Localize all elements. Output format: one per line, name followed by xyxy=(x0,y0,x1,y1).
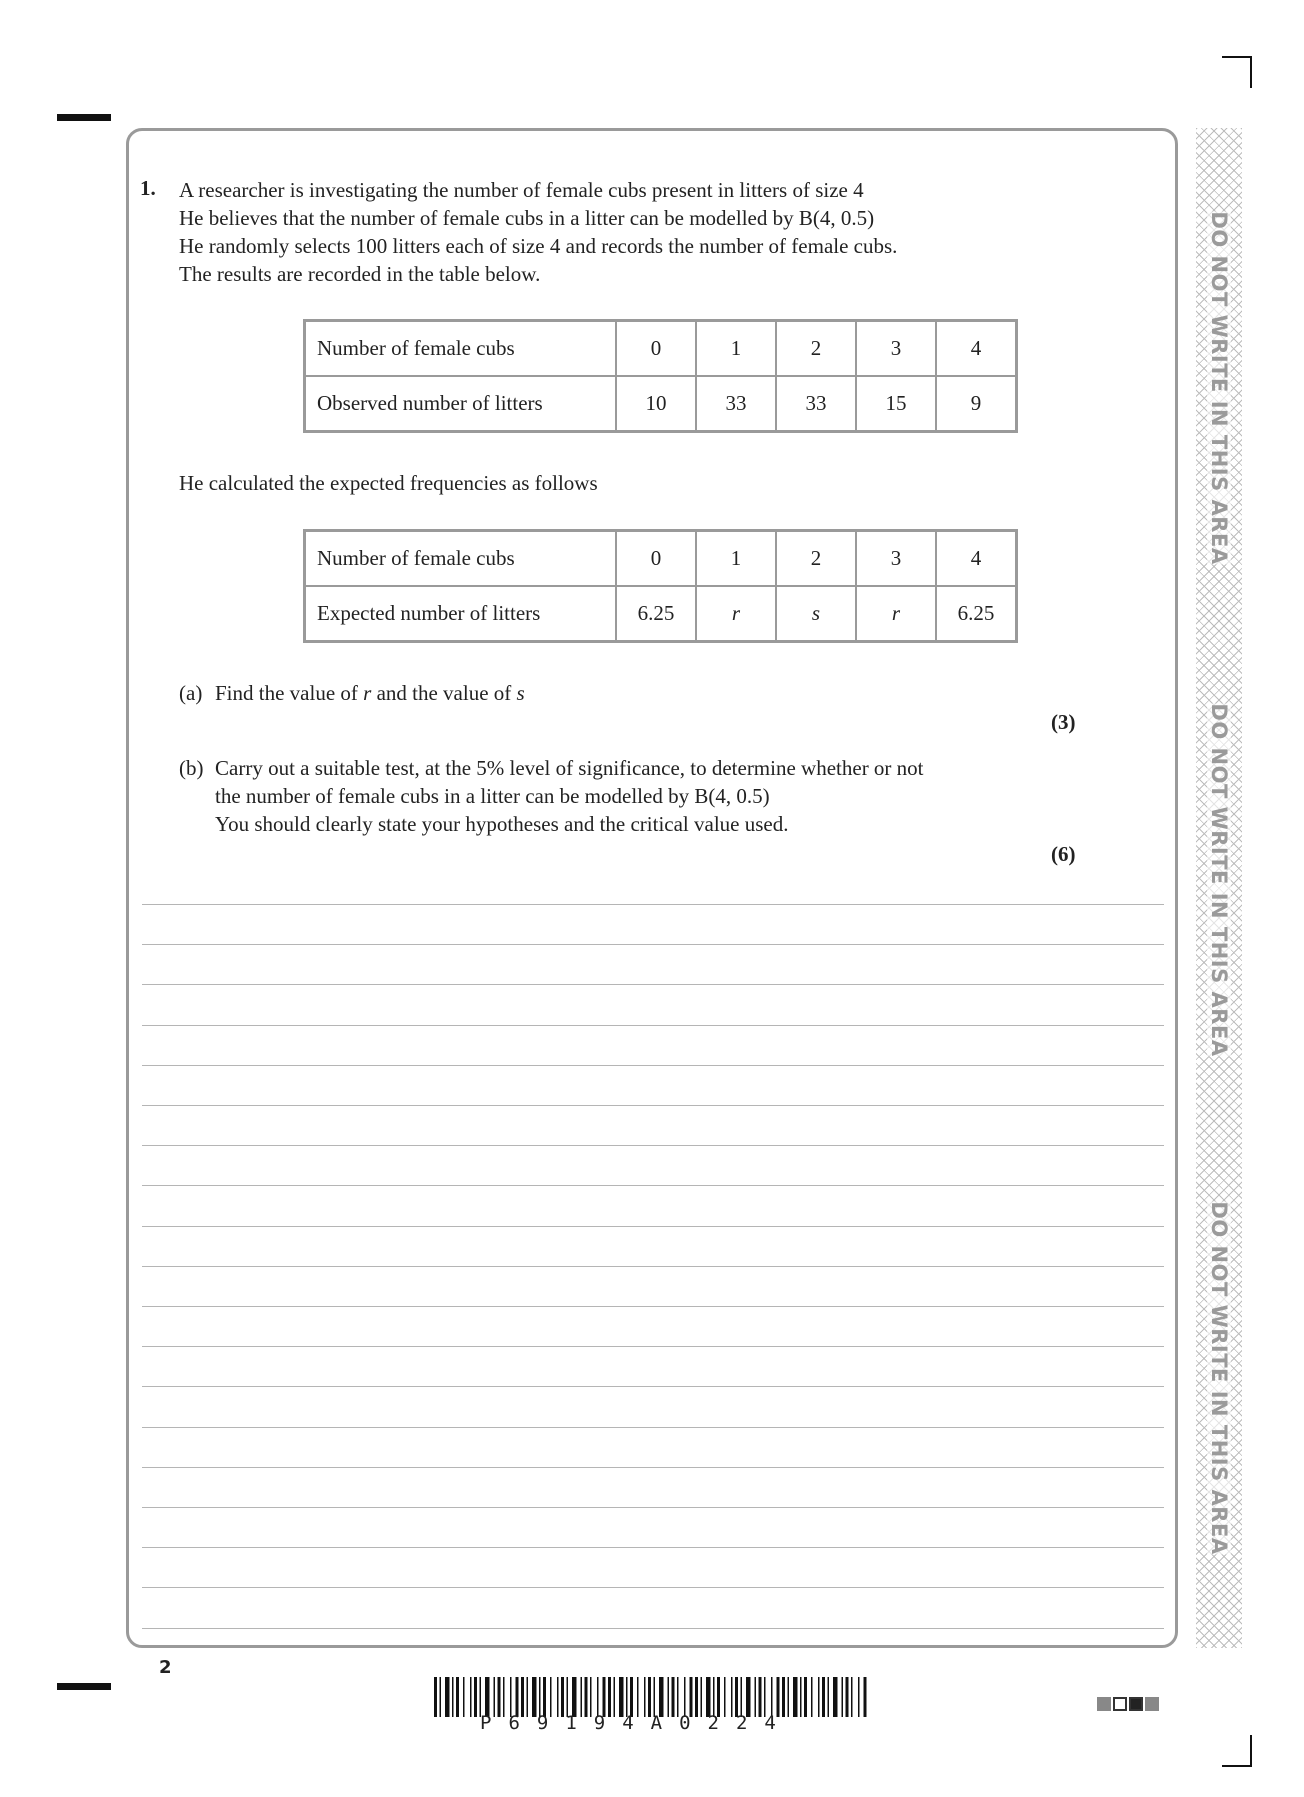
table-cell: 0 xyxy=(616,531,696,587)
table-row xyxy=(305,586,1017,642)
barcode-stripe xyxy=(463,1677,465,1717)
barcode-stripe xyxy=(788,1677,790,1717)
answer-line xyxy=(142,1185,1164,1186)
answer-line xyxy=(142,904,1164,905)
barcode-stripe xyxy=(572,1677,577,1717)
barcode-stripe xyxy=(759,1677,762,1717)
answer-line xyxy=(142,1266,1164,1267)
barcode-stripe xyxy=(735,1677,738,1717)
barcode-stripe xyxy=(603,1677,606,1717)
barcode-stripe xyxy=(695,1677,698,1717)
barcode-stripe xyxy=(590,1677,592,1717)
answer-line xyxy=(142,944,1164,945)
barcode-stripe xyxy=(668,1677,670,1717)
answer-line xyxy=(142,1025,1164,1026)
crop-mark-top-right-h xyxy=(1222,56,1252,58)
table-row xyxy=(305,531,1017,587)
part-b-line-1: Carry out a suitable test, at the 5% level of significance, to determine whether or not xyxy=(215,756,924,780)
barcode-stripe xyxy=(804,1677,807,1717)
table-row xyxy=(305,376,1017,432)
barcode-stripe xyxy=(557,1677,559,1717)
answer-line xyxy=(142,1587,1164,1588)
barcode-stripe xyxy=(470,1677,472,1717)
barcode-stripe xyxy=(677,1677,679,1717)
answer-line xyxy=(142,1145,1164,1146)
barcode-stripe xyxy=(851,1677,853,1717)
table-cell: 2 xyxy=(776,321,856,377)
table-header-cell: Number of female cubs xyxy=(305,531,617,587)
table-row xyxy=(305,321,1017,377)
table-header-cell: Number of female cubs xyxy=(305,321,617,377)
answer-line xyxy=(142,984,1164,985)
table-cell: 1 xyxy=(696,321,776,377)
barcode-stripe xyxy=(440,1677,442,1717)
barcode-stripe xyxy=(672,1677,675,1717)
barcode-stripe xyxy=(828,1677,830,1717)
barcode-stripe xyxy=(452,1677,454,1717)
part-b-label: (b) xyxy=(179,756,204,780)
crop-mark-top-right-v xyxy=(1250,56,1252,88)
table-cell: 3 xyxy=(856,531,936,587)
table-cell: r xyxy=(856,586,936,642)
observed-table xyxy=(303,319,1018,433)
table-cell: 33 xyxy=(696,376,776,432)
barcode-stripe xyxy=(550,1677,552,1717)
answer-line xyxy=(142,1226,1164,1227)
barcode-stripe xyxy=(474,1677,477,1717)
part-a-var-r: r xyxy=(363,681,372,705)
barcode-stripe xyxy=(793,1677,798,1717)
table-cell: 3 xyxy=(856,321,936,377)
barcode-stripe xyxy=(543,1677,546,1717)
barcode-stripe xyxy=(746,1677,751,1717)
registration-bar-top xyxy=(57,114,111,121)
barcode-stripe xyxy=(706,1677,711,1717)
barcode-text: P69194A0224 xyxy=(480,1712,793,1734)
barcode-stripe xyxy=(619,1677,624,1717)
barcode-stripe xyxy=(485,1677,490,1717)
part-a-text-1: Find the value of xyxy=(215,681,364,705)
marker-square-3 xyxy=(1129,1697,1143,1711)
answer-line xyxy=(142,1105,1164,1106)
barcode-stripe xyxy=(456,1677,459,1717)
answer-line xyxy=(142,1346,1164,1347)
barcode-stripe xyxy=(608,1677,611,1717)
part-a-marks: (3) xyxy=(1051,710,1076,734)
barcode-stripe xyxy=(701,1677,703,1717)
barcode-stripe xyxy=(445,1677,450,1717)
answer-line xyxy=(142,1065,1164,1066)
marker-square-1 xyxy=(1097,1697,1111,1711)
barcode-stripe xyxy=(731,1677,733,1717)
do-not-write-label-3: DO NOT WRITE IN THIS AREA xyxy=(1207,1201,1231,1555)
table-cell: 4 xyxy=(936,321,1017,377)
barcode-stripe xyxy=(494,1677,496,1717)
table-header-cell: Expected number of litters xyxy=(305,586,617,642)
page-number: 2 xyxy=(159,1657,172,1678)
do-not-write-label-1: DO NOT WRITE IN THIS AREA xyxy=(1207,211,1231,565)
barcode-stripe xyxy=(626,1677,628,1717)
barcode-stripe xyxy=(684,1677,686,1717)
table-cell: 9 xyxy=(936,376,1017,432)
barcode-stripe xyxy=(510,1677,512,1717)
question-number: 1. xyxy=(140,176,156,200)
barcode-stripe xyxy=(644,1677,646,1717)
expected-table xyxy=(303,529,1018,643)
table-cell: 6.25 xyxy=(936,586,1017,642)
table-cell: 15 xyxy=(856,376,936,432)
table-cell: 2 xyxy=(776,531,856,587)
intro-line-3: He randomly selects 100 litters each of size 4 and records the number of female cubs. xyxy=(179,234,898,258)
barcode-stripe xyxy=(498,1677,501,1717)
answer-line xyxy=(142,1306,1164,1307)
barcode-stripe xyxy=(503,1677,505,1717)
barcode-stripe xyxy=(777,1677,780,1717)
barcode-stripe xyxy=(521,1677,524,1717)
barcode-stripe xyxy=(833,1677,838,1717)
barcode-stripe xyxy=(811,1677,813,1717)
barcode-stripe xyxy=(659,1677,664,1717)
part-a-text-2: and the value of xyxy=(371,681,517,705)
answer-line xyxy=(142,1386,1164,1387)
crop-mark-bottom-right-v xyxy=(1250,1735,1252,1767)
table-cell: s xyxy=(776,586,856,642)
expected-intro: He calculated the expected frequencies as follows xyxy=(179,471,598,495)
barcode-stripe xyxy=(800,1677,802,1717)
registration-bar-bottom xyxy=(57,1683,111,1690)
barcode-stripe xyxy=(434,1677,437,1717)
barcode-stripe xyxy=(741,1677,743,1717)
barcode-stripe xyxy=(561,1677,564,1717)
barcode-stripe xyxy=(630,1677,633,1717)
barcode-stripe xyxy=(532,1677,537,1717)
barcode-stripe xyxy=(755,1677,757,1717)
barcode-stripe xyxy=(764,1677,766,1717)
barcode-stripe xyxy=(864,1677,867,1717)
intro-line-4: The results are recorded in the table below. xyxy=(179,262,541,286)
table-header-cell: Observed number of litters xyxy=(305,376,617,432)
barcode-stripe xyxy=(842,1677,844,1717)
table-cell: 33 xyxy=(776,376,856,432)
barcode-stripe xyxy=(690,1677,693,1717)
table-cell: 10 xyxy=(616,376,696,432)
barcode-stripe xyxy=(597,1677,599,1717)
barcode-stripe xyxy=(713,1677,715,1717)
intro-line-1: A researcher is investigating the number of female cubs present in litters of size 4 xyxy=(179,178,864,202)
table-cell: 4 xyxy=(936,531,1017,587)
part-b-line-2: the number of female cubs in a litter can be modelled by B(4, 0.5) xyxy=(215,784,770,808)
barcode-stripe xyxy=(717,1677,720,1717)
answer-line xyxy=(142,1628,1164,1629)
answer-line xyxy=(142,1467,1164,1468)
barcode-stripe xyxy=(846,1677,849,1717)
table-cell: 0 xyxy=(616,321,696,377)
part-a-var-s: s xyxy=(516,681,525,705)
table-cell: r xyxy=(696,586,776,642)
answer-line xyxy=(142,1507,1164,1508)
barcode-stripe xyxy=(637,1677,639,1717)
barcode-stripe xyxy=(782,1677,785,1717)
barcode-stripe xyxy=(581,1677,583,1717)
barcode-stripe xyxy=(567,1677,569,1717)
barcode-stripe xyxy=(771,1677,773,1717)
part-a-text xyxy=(215,679,525,707)
intro-line-2: He believes that the number of female cubs in a litter can be modelled by B(4, 0.5) xyxy=(179,206,875,230)
do-not-write-label-2: DO NOT WRITE IN THIS AREA xyxy=(1207,703,1231,1057)
answer-line xyxy=(142,1427,1164,1428)
crop-mark-bottom-right-h xyxy=(1222,1765,1252,1767)
barcode-stripe xyxy=(818,1677,820,1717)
table-cell: 6.25 xyxy=(616,586,696,642)
barcode-stripe xyxy=(585,1677,588,1717)
barcode xyxy=(434,1677,869,1717)
barcode-stripe xyxy=(516,1677,519,1717)
barcode-stripe xyxy=(614,1677,616,1717)
marker-square-2 xyxy=(1113,1697,1127,1711)
barcode-stripe xyxy=(858,1677,860,1717)
barcode-stripe xyxy=(654,1677,656,1717)
table-cell: 1 xyxy=(696,531,776,587)
marker-square-4 xyxy=(1145,1697,1159,1711)
part-a-label: (a) xyxy=(179,681,203,705)
barcode-stripe xyxy=(724,1677,726,1717)
barcode-stripe xyxy=(822,1677,825,1717)
barcode-stripe xyxy=(527,1677,529,1717)
part-b-marks: (6) xyxy=(1051,842,1076,866)
barcode-stripe xyxy=(480,1677,482,1717)
barcode-stripe xyxy=(648,1677,651,1717)
answer-line xyxy=(142,1547,1164,1548)
barcode-stripe xyxy=(539,1677,541,1717)
part-b-line-3: You should clearly state your hypotheses and the critical value used. xyxy=(215,812,789,836)
